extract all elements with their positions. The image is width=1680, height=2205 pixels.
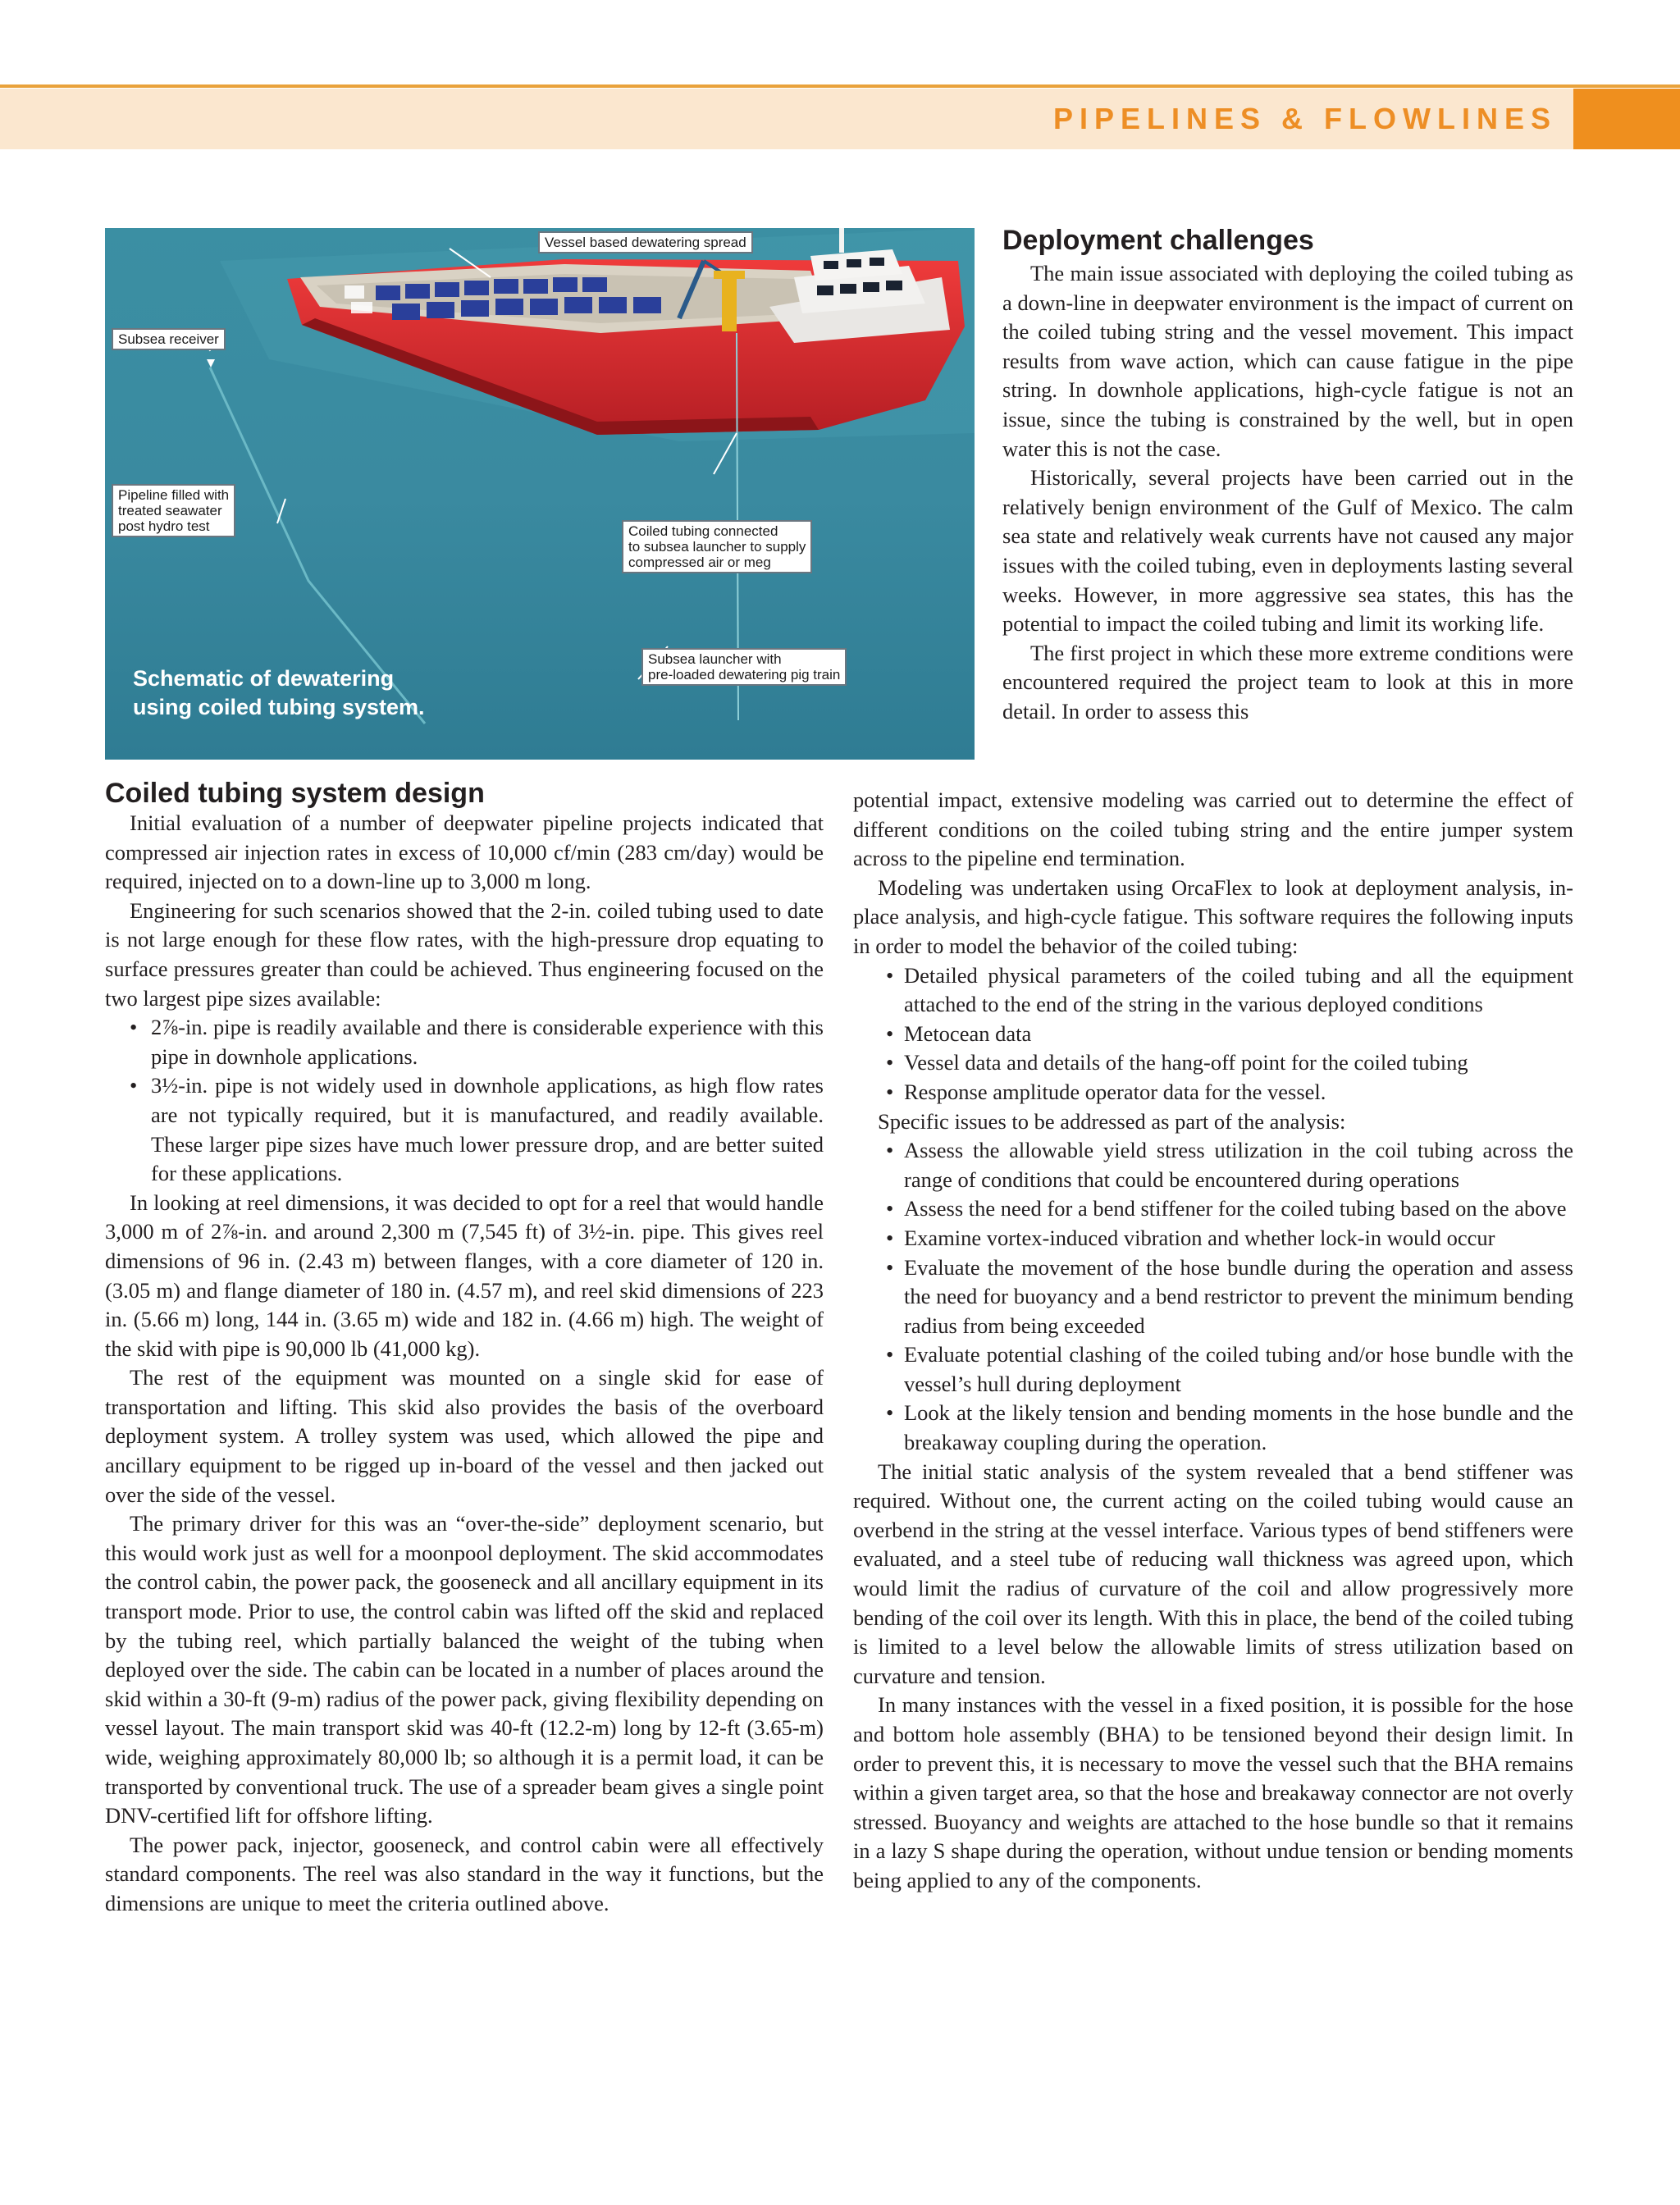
list-item: • Response amplitude operator data for the vessel. bbox=[853, 1078, 1573, 1107]
list-item: • Assess the need for a bend stiffener for the coiled tubing based on the above bbox=[853, 1194, 1573, 1224]
paragraph: The first project in which these more extreme conditions were encountered required the project team to look at this in more detail. In order to assess this bbox=[1002, 640, 1573, 724]
paragraph: Modeling was undertaken using OrcaFlex to look at deployment analysis, in-place analysis, and high-cycle fatigue. This software requires the following inputs in order to model the behavior of the coiled tubing: bbox=[853, 874, 1573, 958]
paragraph: The initial static analysis of the system revealed that a bend stiffener was required. Without one, the current acting on the coiled tubing would cause an overbend in the string at the vessel interface. Various types of bend stiffeners were evaluated, and a steel tube of reducing wall thickness was agreed upon, which would limit the radius of curvature of the coil and allow progressively more bending of the coil over its length. With this in place, the bend of the coiled tubing is limited to a level below the allowable limits of stress utilization based on curvature and tension. bbox=[853, 1459, 1573, 1688]
list-item: • Examine vortex-induced vibration and whether lock-in would occur bbox=[853, 1224, 1573, 1253]
analysis-issues-list bbox=[853, 1136, 1573, 1458]
paragraph: In many instances with the vessel in a fixed position, it is possible for the hose and bottom hole assembly (BHA) to be tensioned beyond their design limit. In order to prevent this, it is necessary to move the vessel such that the BHA remains within a given target area, so that the hose and breakaway connector are not overly stressed. Buoyancy and weights are attached to the hose bundle so that it remains in a lazy S shape during the operation, without undue tension or bending moments being applied to any of the components. bbox=[853, 1692, 1573, 1892]
figure-caption: Schematic of dewatering using coiled tubing system. bbox=[133, 666, 425, 719]
list-item: • Vessel data and details of the hang-off point for the coiled tubing bbox=[853, 1048, 1573, 1078]
callout-receiver: Subsea receiver bbox=[112, 328, 226, 350]
paragraph: In looking at reel dimensions, it was decided to opt for a reel that would handle 3,000 m of 2⅞-in. and around 2,300 m (7,545 ft) of 3½-in. pipe. This gives reel dimensions of 96 in. (2.43 m) between flanges, with a core diameter of 120 in. (3.05 m) and flange diameter of 180 in. (4.57 m), and reel skid dimensions of 223 in. (5.66 m) long, 144 in. (3.65 m) wide and 182 in. (4.66 m) high. The weight of the skid with pipe is 90,000 lb (41,000 kg). bbox=[105, 1189, 824, 1361]
callout-launcher: Subsea launcher with pre-loaded dewatering pig train bbox=[641, 648, 847, 686]
paragraph: potential impact, extensive modeling was carried out to determine the effect of different conditions on the coiled tubing string and the entire jumper system across to the pipeline end termination. bbox=[853, 788, 1573, 871]
list-item: • Evaluate the movement of the hose bundle during the operation and assess the need for buoyancy and a bend restrictor to prevent the minimum bending radius from being exceeded bbox=[853, 1253, 1573, 1341]
heading-coiled-tubing-design: Coiled tubing system design bbox=[105, 778, 485, 809]
left-column bbox=[105, 809, 824, 1919]
header-tab bbox=[1573, 89, 1680, 149]
callout-coiled-tubing: Coiled tubing connected to subsea launcher to supply compressed air or meg bbox=[622, 520, 812, 573]
right-column-bottom bbox=[853, 786, 1573, 1896]
list-item: • 2⅞-in. pipe is readily available and there is considerable experience with this pipe in downhole applications. bbox=[105, 1013, 824, 1071]
callout-pipeline: Pipeline filled with treated seawater post hydro test bbox=[112, 484, 235, 537]
list-item: • Look at the likely tension and bending moments in the hose bundle and the breakaway coupling during the operation. bbox=[853, 1399, 1573, 1457]
right-column-top bbox=[1002, 259, 1573, 727]
paragraph: Specific issues to be addressed as part of the analysis: bbox=[878, 1108, 1346, 1134]
model-inputs-list bbox=[853, 961, 1573, 1107]
callout-vessel: Vessel based dewatering spread bbox=[538, 231, 753, 253]
list-item: • Detailed physical parameters of the coiled tubing and all the equipment attached to the end of the string in the various deployed conditions bbox=[853, 961, 1573, 1020]
paragraph: The main issue associated with deploying the coiled tubing as a down-line in deepwater environment is the impact of current on the coiled tubing string and the vessel movement. This impact results from wave action, which can cause fatigue in the pipe string. In downhole applications, high-cycle fatigue is not an issue, since the tubing is constrained by the well, but in open water this is not the case. bbox=[1002, 261, 1573, 461]
paragraph: Engineering for such scenarios showed that the 2-in. coiled tubing used to date is not large enough for these flow rates, with the high-pressure drop equating to surface pressures greater than could be achieved. Thus engineering focused on the two largest pipe sizes available: bbox=[105, 897, 824, 1011]
paragraph: The primary driver for this was an “over-the-side” deployment scenario, but this would work just as well for a moonpool deployment. The skid accommodates the control cabin, the power pack, the gooseneck and all ancillary equipment in its transport mode. Prior to use, the control cabin was lifted off the skid and replaced by the tubing reel, which partially balanced the weight of the tubing when deployed over the side. The cabin can be located in a number of places around the skid within a 30-ft (9-m) radius of the power pack, giving flexibility depending on vessel layout. The main transport skid was 40-ft (12.2-m) long by 12-ft (3.65-m) wide, weighing approximately 80,000 lb; so although it is a permit load, it can be transported by conventional truck. The use of a spreader beam gives a single point DNV-certified lift for offshore lifting. bbox=[105, 1511, 824, 1828]
paragraph: Initial evaluation of a number of deepwater pipeline projects indicated that compressed air injection rates in excess of 10,000 cf/min (283 cm/day) would be required, injected on to a down-line up to 3,000 m long. bbox=[105, 810, 824, 894]
list-item: • Assess the allowable yield stress utilization in the coil tubing across the range of conditions that could be encountered during operations bbox=[853, 1136, 1573, 1194]
figure-dewatering-schematic bbox=[105, 228, 975, 760]
section-title: PIPELINES & FLOWLINES bbox=[1052, 102, 1557, 135]
paragraph: The rest of the equipment was mounted on a single skid for ease of transportation and lifting. This skid also provides the basis of the overboard deployment system. A trolley system was used, which allowed the pipe and ancillary equipment to be rigged up in-board of the vessel and then jacked out over the side of the vessel. bbox=[105, 1365, 824, 1507]
pipe-size-list bbox=[105, 1013, 824, 1189]
paragraph: Historically, several projects have been carried out in the relatively benign environment of the Gulf of Mexico. The calm sea state and relatively weak currents have not caused any major issues with the coiled tubing, even in deployments lasting several weeks. However, in more aggressive sea states, this has the potential to impact the coiled tubing and limit its working life. bbox=[1002, 465, 1573, 637]
header-rule bbox=[0, 84, 1680, 88]
list-item: • 3½-in. pipe is not widely used in downhole applications, as high flow rates are not typically required, but it is manufactured, and readily available. These larger pipe sizes have much lower pressure drop, and are better suited for these applications. bbox=[105, 1071, 824, 1188]
paragraph: The power pack, injector, gooseneck, and control cabin were all effectively standard components. The reel was also standard in the way it functions, but the dimensions are unique to meet the criteria outlined above. bbox=[105, 1832, 824, 1915]
heading-deployment-challenges: Deployment challenges bbox=[1002, 225, 1314, 256]
list-item: • Metocean data bbox=[853, 1020, 1573, 1049]
list-item: • Evaluate potential clashing of the coiled tubing and/or hose bundle with the vessel’s hull during deployment bbox=[853, 1340, 1573, 1399]
